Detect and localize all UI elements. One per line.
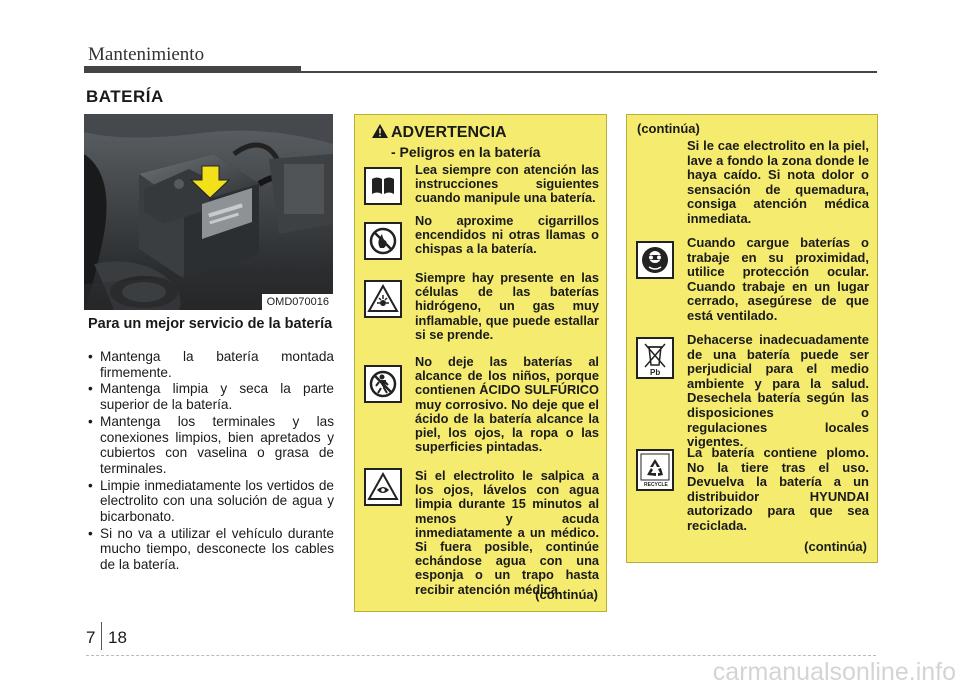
warning-item: No aproxime cigarrillos encendidos ni otras llamas o chispas a la batería. [415, 213, 599, 257]
warning-subtitle: - Peligros en la batería [391, 144, 541, 160]
read-manual-icon [364, 167, 402, 205]
continued-label: (continúa) [804, 539, 867, 554]
continued-header: (continúa) [637, 121, 700, 136]
svg-text:Pb: Pb [650, 368, 661, 377]
continuation-item: Cuando cargue baterías o trabaje en su proximidad, utilice protección ocular. Cuando trabaje en un lugar cerrado, asegúrese de que está ventilado. [687, 235, 869, 323]
recycle-icon [636, 449, 674, 491]
continuation-item: Si le cae electrolito en la piel, lave a fondo la zona donde le haya caído. Si nota dolor o sensación de quemadura, consiga atención médica inmediata. [687, 138, 869, 226]
no-bin-pb-icon [636, 337, 674, 379]
warning-item: Lea siempre con atención las instrucciones siguientes cuando manipule una batería. [415, 162, 599, 206]
battery-photo [84, 114, 333, 310]
list-item: • Si no va a utilizar el vehículo durante mucho tiempo, desconecte los cables de la batería. [88, 525, 334, 573]
section-header: Mantenimiento [88, 44, 205, 65]
warning-panel [354, 114, 607, 612]
page-divider [101, 622, 102, 650]
photo-code: OMD070016 [262, 294, 333, 310]
page-number: 18 [108, 628, 127, 647]
list-item: • Mantenga limpia y seca la parte superior de la batería. [88, 381, 334, 413]
warning-item: Si el electrolito le salpica a los ojos, lávelos con agua limpia durante 15 minutos al menos y acuda inmediatamente a un médico. Si fuera posible, continúe echándose agua con una esponja o un trapo hasta recibir atención médica. [415, 468, 599, 597]
acid-eye-icon [364, 468, 402, 506]
engine-bay-illustration [84, 114, 333, 310]
list-item: • Mantenga los terminales y las conexiones limpios, bien apretados y cubiertos con vaselina o grasa de terminales. [88, 413, 334, 476]
header-bar [84, 66, 301, 73]
tips-list [88, 349, 334, 574]
continuation-panel [626, 114, 878, 563]
list-item: • Mantenga la batería montada firmemente. [88, 349, 334, 380]
header-rule [301, 71, 877, 73]
continuation-item: La batería contiene plomo. No la tiere tras el uso. Devuelva la batería a un distribuidor HYUNDAI autorizado para que sea reciclada. [687, 445, 869, 533]
page-title: BATERÍA [86, 87, 164, 106]
continued-label: (continúa) [535, 587, 598, 602]
warning-item: Siempre hay presente en las células de las baterías hidrógeno, un gas muy inflamable, que puede estallar si se prende. [415, 270, 599, 342]
chapter-number: 7 [86, 628, 96, 647]
watermark: carmanualsonline.info [712, 658, 956, 686]
keep-away-children-icon [364, 365, 402, 403]
footer-rule [86, 655, 876, 656]
svg-text:RECYCLE: RECYCLE [644, 482, 668, 488]
continuation-item: Dehacerse inadecuadamente de una batería puede ser perjudicial para el medio ambiente y para la salud. Desechela batería según las disposiciones o regulaciones locales vigentes. [687, 332, 869, 450]
no-flame-icon [364, 222, 402, 260]
warning-title: ADVERTENCIA [391, 124, 507, 141]
warning-item: No deje las baterías al alcance de los niños, porque contienen ÁCIDO SULFÚRICO muy corrosivo. No deje que el ácido de la batería alcance la piel, los ojos, la ropa o las superficies pintadas. [415, 354, 599, 455]
tips-heading: Para un mejor servicio de la batería [88, 316, 333, 332]
list-item: • Limpie inmediatamente los vertidos de electrolito con una solución de agua y bicarbonato. [88, 477, 334, 525]
explosive-gas-icon [364, 280, 402, 318]
warning-triangle-icon [371, 123, 389, 139]
goggles-icon [636, 241, 674, 279]
